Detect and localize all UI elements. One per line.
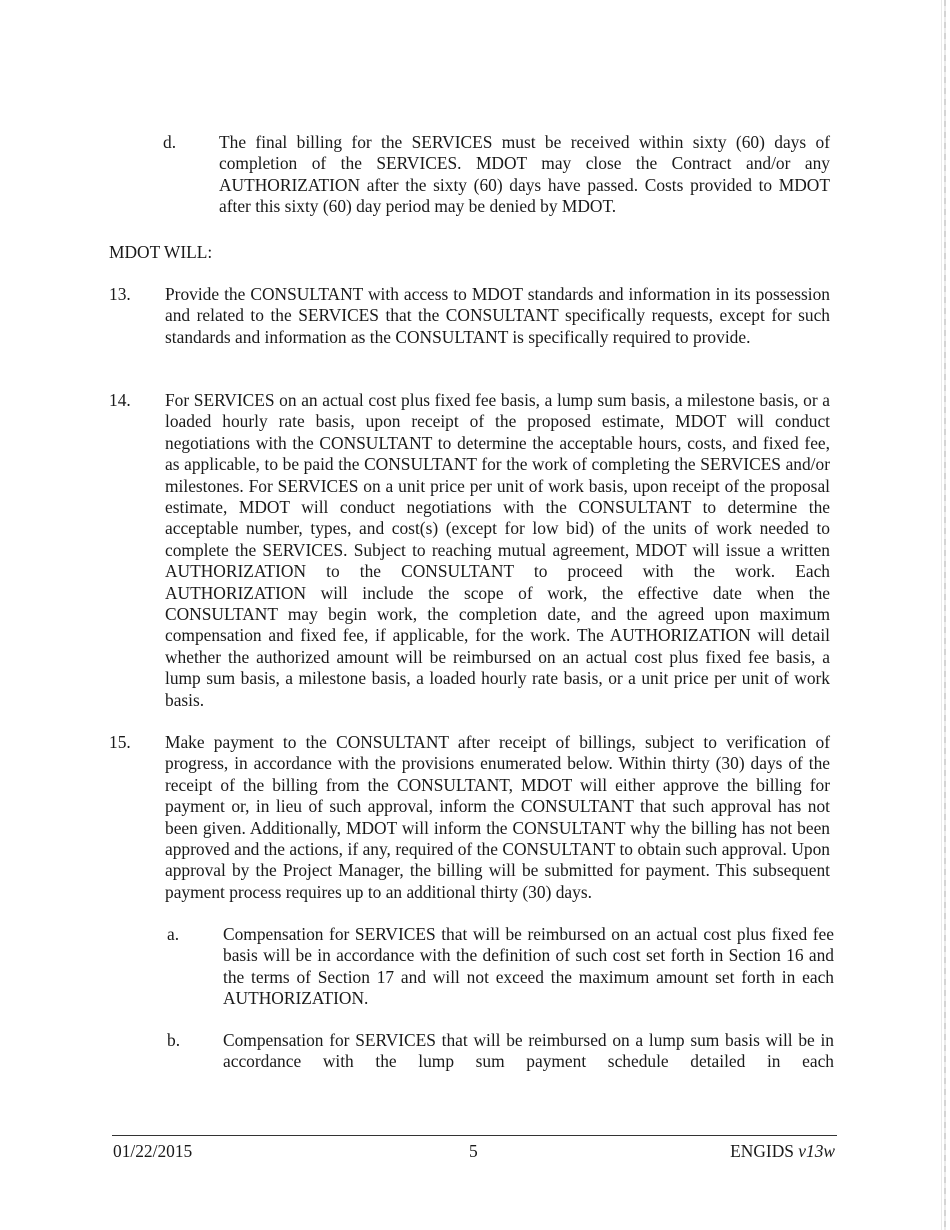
footer-page-number: 5 <box>469 1141 478 1161</box>
item-15a-text: Compensation for SERVICES that will be reimbursed on an actual cost plus fixed fee basis will be in accordance with the definition of such cost set forth in Section 16 and the terms of Section 17 and will not exceed the maximum amount set forth in each AUTHORIZATION. <box>223 924 834 1009</box>
section-heading: MDOT WILL: <box>109 242 213 262</box>
item-d-text: The final billing for the SERVICES must be received within sixty (60) days of completion of the SERVICES. MDOT may close the Contract and/or any AUTHORIZATION after the sixty (60) days have passed. Costs provided to MDOT after this sixty (60) day period may be denied by MDOT. <box>219 132 830 217</box>
item-15a-label: a. <box>167 924 180 944</box>
footer-doc-name: ENGIDS <box>730 1141 794 1161</box>
footer-doc-version: v13w <box>798 1141 835 1161</box>
footer-rule <box>112 1135 837 1136</box>
item-d-label: d. <box>163 132 177 152</box>
scan-edge-artifact-inner <box>941 0 942 1230</box>
item-13-label: 13. <box>109 284 131 304</box>
item-14-text: For SERVICES on an actual cost plus fixed fee basis, a lump sum basis, a milestone basis, or a loaded hourly rate basis, upon receipt of the proposed estimate, MDOT will conduct negotiations with the CONSULTANT to determine the acceptable hours, costs, and fixed fee, as applicable, to be paid the CONSULTANT for the work of completing the SERVICES and/or milestones. For SERVICES on a unit price per unit of work basis, upon receipt of the proposal estimate, MDOT will conduct negotiations with the CONSULTANT to determine the acceptable number, types, and cost(s) (except for low bid) of the units of work needed to complete the SERVICES. Subject to reaching mutual agreement, MDOT will issue a written AUTHORIZATION to the CONSULTANT to proceed with the work. Each AUTHORIZATION will include the scope of work, the effective date when the CONSULTANT may begin work, the completion date, and the agreed upon maximum compensation and fixed fee, if applicable, for the work. The AUTHORIZATION will detail whether the authorized amount will be reimbursed on an actual cost plus fixed fee basis, a lump sum basis, a milestone basis, a loaded hourly rate basis, or a unit price per unit of work basis. <box>165 390 830 710</box>
footer-date: 01/22/2015 <box>113 1141 193 1161</box>
item-13-text: Provide the CONSULTANT with access to MDOT standards and information in its possession and related to the SERVICES that the CONSULTANT specifically requests, except for such standards and information as the CONSULTANT is specifically required to provide. <box>165 284 830 347</box>
item-15-label: 15. <box>109 732 131 752</box>
footer-document-id <box>730 1141 835 1162</box>
item-15-text: Make payment to the CONSULTANT after receipt of billings, subject to verification of progress, in accordance with the provisions enumerated below. Within thirty (30) days of the receipt of the billing from the CONSULTANT, MDOT will either approve the billing for payment or, in lieu of such approval, inform the CONSULTANT that such approval has not been given. Additionally, MDOT will inform the CONSULTANT why the billing has not been approved and the actions, if any, required of the CONSULTANT to obtain such approval. Upon approval by the Project Manager, the billing will be submitted for payment. This subsequent payment process requires up to an additional thirty (30) days. <box>165 732 830 902</box>
scan-edge-artifact <box>944 0 946 1230</box>
item-15b-label: b. <box>167 1030 181 1050</box>
item-15b-text: Compensation for SERVICES that will be reimbursed on a lump sum basis will be in accordance with the lump sum payment schedule detailed in each <box>223 1030 834 1072</box>
item-14-label: 14. <box>109 390 131 410</box>
